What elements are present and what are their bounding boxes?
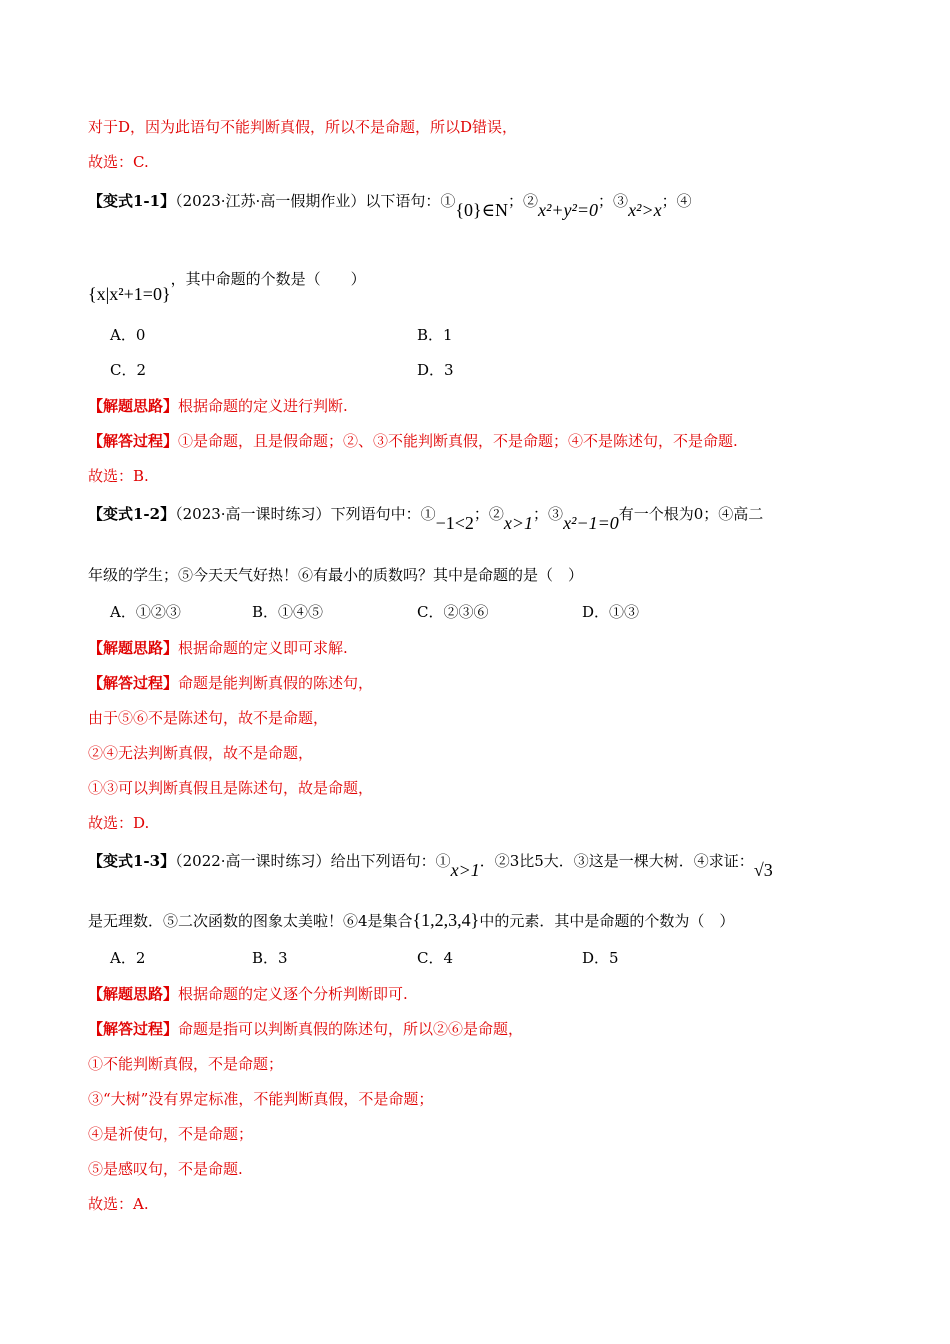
q2-idea-label: 【解题思路】 bbox=[88, 639, 179, 657]
q3-tail1: ．②3比5大．③这是一棵大树．④求证： bbox=[479, 852, 754, 870]
q2-process-label: 【解答过程】 bbox=[88, 674, 179, 692]
q3-line2b: 中的元素．其中是命题的个数为（ ） bbox=[479, 912, 735, 930]
q3-option-a: A．2 bbox=[110, 949, 146, 967]
q2-math-1: −1<2 bbox=[435, 513, 474, 533]
q1-stem-line2 bbox=[88, 268, 366, 304]
q1-option-c: C．2 bbox=[110, 361, 147, 379]
q3-process-label: 【解答过程】 bbox=[88, 1020, 179, 1038]
q2-option-d: D．①③ bbox=[582, 603, 640, 621]
q3-step-3: ④是祈使句，不是命题； bbox=[88, 1125, 254, 1143]
q3-idea bbox=[88, 984, 408, 1004]
q2-idea bbox=[88, 638, 348, 658]
q3-stem-line1 bbox=[88, 850, 773, 880]
q2-tag: 【变式1-2】 bbox=[88, 505, 176, 523]
q1-process-text: ①是命题，且是假命题；②、③不能判断真假，不是命题；④不是陈述句，不是命题. bbox=[178, 432, 738, 450]
q1-math-4: {x|x²+1=0} bbox=[88, 284, 171, 304]
q1-math-2: x²+y²=0 bbox=[537, 200, 599, 220]
q3-lead: 给出下列语句：① bbox=[330, 852, 451, 870]
q1-idea bbox=[88, 396, 348, 416]
q2-stem-line2: 年级的学生；⑤今天天气好热！⑥有最小的质数吗？其中是命题的是（ ） bbox=[88, 566, 584, 584]
q1-tag: 【变式1-1】 bbox=[88, 192, 176, 210]
q3-step-1: ①不能判断真假，不是命题； bbox=[88, 1055, 284, 1073]
q2-option-a: A．①②③ bbox=[110, 603, 181, 621]
q1-sep3: ；④ bbox=[661, 192, 692, 210]
q2-step-3: ①③可以判断真假且是陈述句，故是命题， bbox=[88, 779, 374, 797]
q3-tag: 【变式1-3】 bbox=[88, 852, 176, 870]
q3-line2a: 是无理数．⑤二次函数的图象太美啦！⑥4是集合 bbox=[88, 912, 413, 930]
q3-math-2: √3 bbox=[753, 860, 773, 880]
q1-option-b: B．1 bbox=[417, 326, 453, 344]
q3-stem-line2 bbox=[88, 910, 734, 931]
q3-option-c: C．4 bbox=[417, 949, 454, 967]
q1-stem-line1 bbox=[88, 190, 692, 220]
q2-stem-line1 bbox=[88, 503, 764, 533]
conclusion-d: 对于D，因为此语句不能判断真假，所以不是命题，所以D错误， bbox=[88, 118, 518, 136]
q2-math-3: x²−1=0 bbox=[563, 513, 619, 533]
q3-source: （2022·高一课时练习） bbox=[175, 852, 331, 870]
q3-math-3: {1,2,3,4} bbox=[412, 910, 480, 930]
q1-idea-text: 根据命题的定义进行判断. bbox=[178, 397, 348, 415]
q2-step-2: ②④无法判断真假，故不是命题， bbox=[88, 744, 314, 762]
q1-math-3: x²>x bbox=[628, 200, 662, 220]
q1-process-label: 【解答过程】 bbox=[88, 432, 179, 450]
q2-sep1: ；② bbox=[473, 505, 504, 523]
q3-step-2: ③“大树”没有界定标准，不能判断真假，不是命题； bbox=[88, 1090, 434, 1108]
q2-process-text: 命题是能判断真假的陈述句， bbox=[178, 674, 374, 692]
q3-idea-text: 根据命题的定义逐个分析判断即可. bbox=[178, 985, 408, 1003]
q3-process-text: 命题是指可以判断真假的陈述句，所以②⑥是命题， bbox=[178, 1020, 524, 1038]
q3-option-b: B．3 bbox=[252, 949, 288, 967]
q2-math-2: x>1 bbox=[503, 513, 534, 533]
q3-step-4: ⑤是感叹句，不是命题. bbox=[88, 1160, 243, 1178]
q2-answer: 故选：D. bbox=[88, 814, 150, 832]
q3-answer: 故选：A. bbox=[88, 1195, 149, 1213]
q1-tail: ，其中命题的个数是（ ） bbox=[170, 270, 366, 288]
q3-option-d: D．5 bbox=[582, 949, 619, 967]
q3-math-1: x>1 bbox=[450, 860, 480, 880]
q3-process bbox=[88, 1019, 523, 1039]
q2-process bbox=[88, 673, 373, 693]
q2-idea-text: 根据命题的定义即可求解. bbox=[178, 639, 348, 657]
q2-lead: 下列语句中：① bbox=[330, 505, 436, 523]
q1-sep1: ；② bbox=[507, 192, 538, 210]
q1-option-a: A．0 bbox=[110, 326, 146, 344]
q1-idea-label: 【解题思路】 bbox=[88, 397, 179, 415]
q3-idea-label: 【解题思路】 bbox=[88, 985, 179, 1003]
q1-answer: 故选：B. bbox=[88, 467, 149, 485]
q2-source: （2023·高一课时练习） bbox=[175, 505, 331, 523]
q1-lead: 以下语句：① bbox=[365, 192, 456, 210]
q2-tail1: 有一个根为0；④高二 bbox=[618, 505, 764, 523]
q1-math-1: {0}∈N bbox=[455, 200, 508, 220]
q1-process bbox=[88, 431, 738, 451]
q2-option-b: B．①④⑤ bbox=[252, 603, 324, 621]
q2-option-c: C．②③⑥ bbox=[417, 603, 489, 621]
answer-c: 故选：C. bbox=[88, 153, 149, 171]
q2-step-1: 由于⑤⑥不是陈述句，故不是命题， bbox=[88, 709, 329, 727]
q1-option-d: D．3 bbox=[417, 361, 454, 379]
q1-source: （2023·江苏·高一假期作业） bbox=[175, 192, 366, 210]
q1-sep2: ；③ bbox=[598, 192, 629, 210]
q2-sep2: ；③ bbox=[533, 505, 564, 523]
